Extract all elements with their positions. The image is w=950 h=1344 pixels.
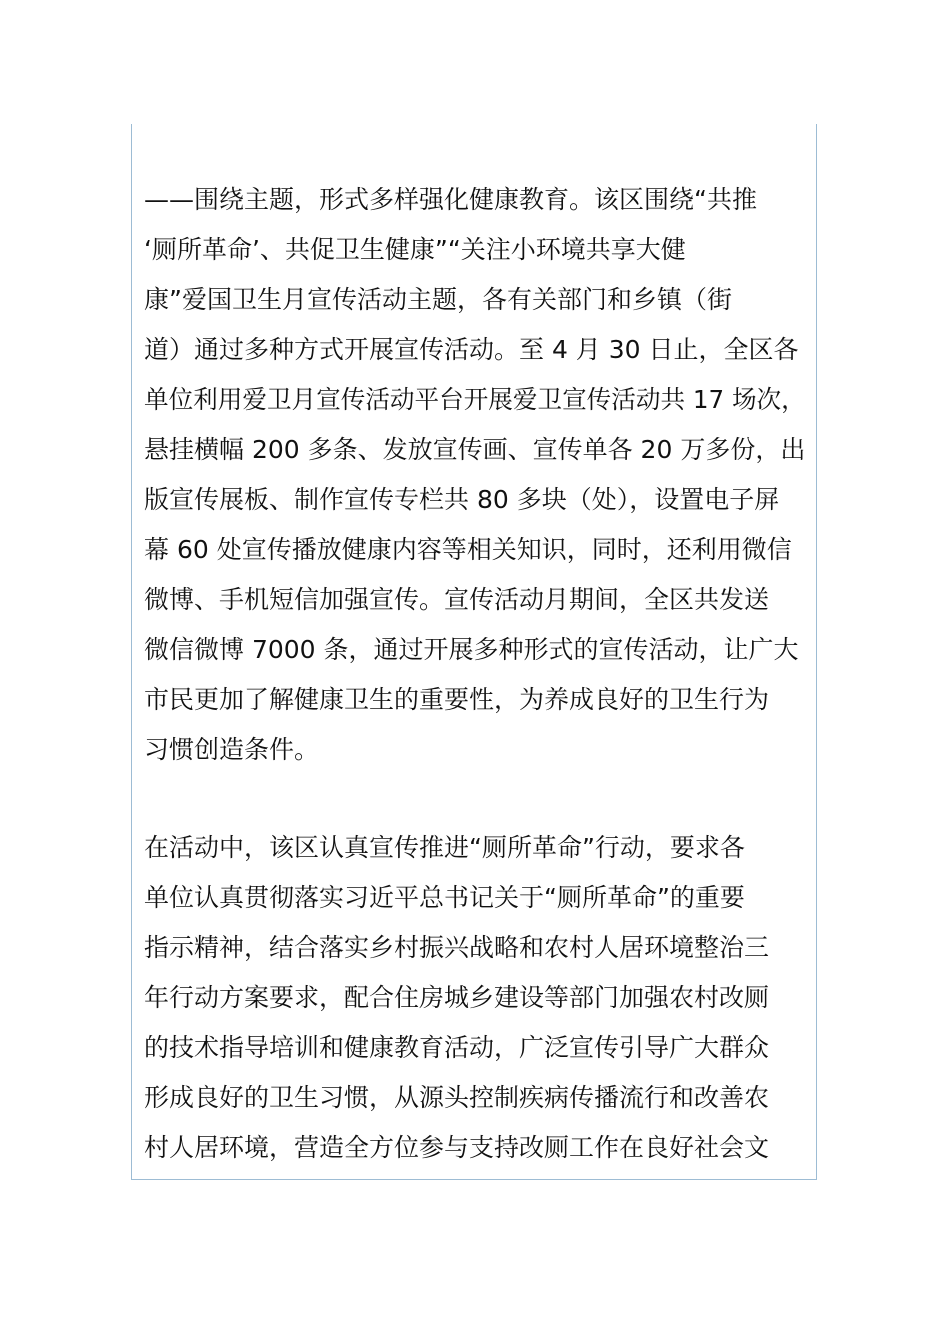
text-line: 幕 60 处宣传播放健康内容等相关知识，同时，还利用微信: [144, 535, 792, 564]
text-line: 村人居环境，营造全方位参与支持改厕工作在良好社会文: [144, 1133, 770, 1162]
text-line: 指示精神，结合落实乡村振兴战略和农村人居环境整治三: [144, 933, 770, 962]
text-line: 的技术指导培训和健康教育活动，广泛宣传引导广大群众: [144, 1033, 770, 1062]
text-line: ——围绕主题，形式多样强化健康教育。该区围绕“共推: [144, 185, 757, 214]
text-line: 形成良好的卫生习惯，从源头控制疾病传播流行和改善农: [144, 1083, 770, 1112]
text-line: 习惯创造条件。: [144, 735, 320, 764]
text-line: 微博、手机短信加强宣传。宣传活动月期间，全区共发送: [144, 585, 770, 614]
text-line: ‘厕所革命’、共促卫生健康”“关注小环境共享大健: [144, 235, 686, 264]
text-line: 在活动中，该区认真宣传推进“厕所革命”行动，要求各: [144, 833, 745, 862]
text-line: 道）通过多种方式开展宣传活动。至 4 月 30 日止，全区各: [144, 335, 799, 364]
text-line: 市民更加了解健康卫生的重要性，为养成良好的卫生行为: [144, 685, 770, 714]
text-line: 单位认真贯彻落实习近平总书记关于“厕所革命”的重要: [144, 883, 745, 912]
text-line: 年行动方案要求，配合住房城乡建设等部门加强农村改厕: [144, 983, 770, 1012]
text-line: 微信微博 7000 条，通过开展多种形式的宣传活动，让广大: [144, 635, 799, 664]
text-line: 版宣传展板、制作宣传专栏共 80 多块（处），设置电子屏: [144, 485, 780, 514]
text-line: 康”爱国卫生月宣传活动主题，各有关部门和乡镇（街: [144, 285, 732, 314]
text-line: 单位利用爱卫月宣传活动平台开展爱卫宣传活动共 17 场次，: [144, 385, 806, 414]
text-line: 悬挂横幅 200 多条、发放宣传画、宣传单各 20 万多份，出: [144, 435, 806, 464]
